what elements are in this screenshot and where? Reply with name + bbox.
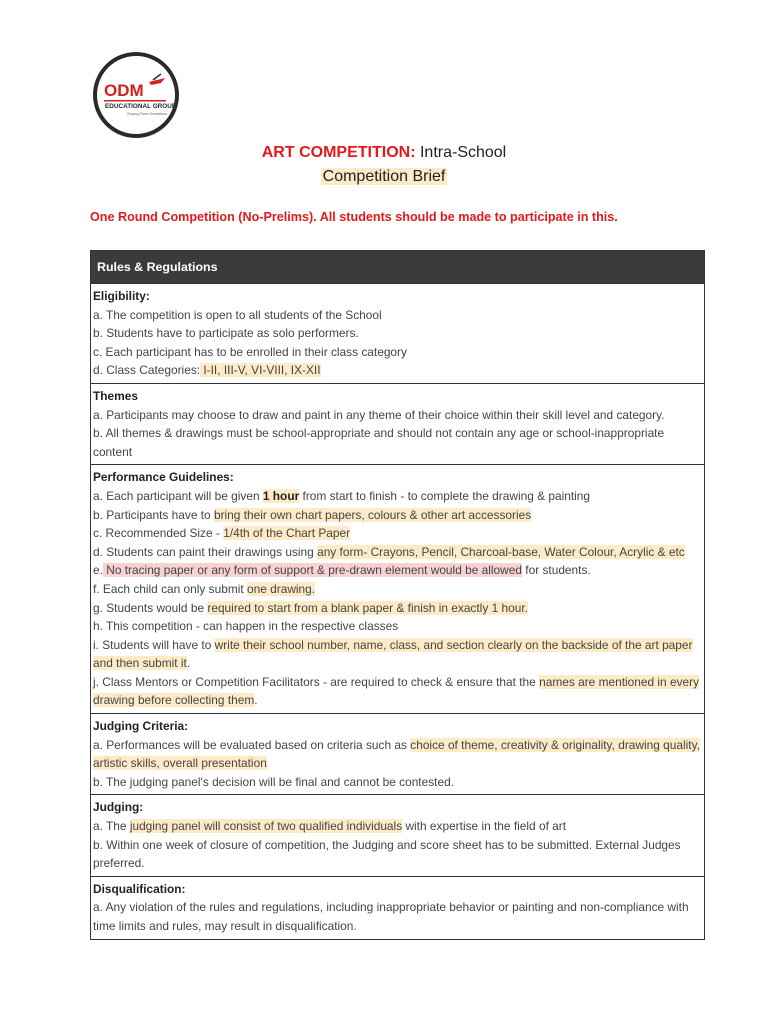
- list-item: b. Participants have to bring their own chart papers, colours & other art accessories: [93, 507, 532, 522]
- page-subtitle: [0, 168, 768, 186]
- list-item: b. All themes & drawings must be school-appropriate and should not contain any age or school-inappropriate content: [93, 426, 665, 459]
- themes-section: [91, 383, 704, 464]
- title-red: ART COMPETITION:: [261, 144, 416, 161]
- section-title: Judging:: [93, 800, 144, 815]
- section-title: Themes: [93, 388, 138, 403]
- list-item: e. No tracing paper or any form of support & pre-drawn element would be allowed for students.: [93, 563, 591, 578]
- list-item: c. Recommended Size - 1/4th of the Chart Paper: [93, 526, 351, 541]
- list-item: j. Class Mentors or Competition Facilitators - are required to check & ensure that the names are mentioned in every drawing before collecting them.: [93, 674, 700, 708]
- list-item: b. Students have to participate as solo performers.: [93, 326, 359, 341]
- list-item: a. Participants may choose to draw and paint in any theme of their choice within their skill level and category.: [93, 407, 665, 422]
- page-title: [0, 144, 768, 162]
- logo-brand: ODM: [104, 81, 144, 100]
- table-header: Rules & Regulations: [91, 251, 704, 283]
- judging-section: [91, 794, 704, 875]
- list-item: a. Performances will be evaluated based on criteria such as choice of theme, creativity & originality, drawing quality, artistic skills, overall presentation: [93, 737, 700, 771]
- list-item: d. Students can paint their drawings using any form- Crayons, Pencil, Charcoal-base, Water Colour, Acrylic & etc: [93, 544, 685, 559]
- list-item: d. Class Categories: I-II, III-V, VI-VIII, IX-XII: [93, 363, 321, 378]
- odm-logo: [91, 52, 181, 138]
- list-item: b. The judging panel's decision will be final and cannot be contested.: [93, 774, 454, 789]
- list-item: h. This competition - can happen in the respective classes: [93, 619, 399, 634]
- logo-tagline: Shaping Future Generations: [127, 112, 168, 116]
- list-item: c. Each participant has to be enrolled in their class category: [93, 344, 407, 359]
- section-title: Eligibility:: [93, 289, 150, 303]
- logo-subtitle: EDUCATIONAL GROUP: [105, 103, 177, 110]
- list-item: f. Each child can only submit one drawing.: [93, 581, 316, 596]
- list-item: a. Any violation of the rules and regulations, including inappropriate behavior or painting and non-compliance with time limits and rules, may result in disqualification.: [93, 900, 689, 933]
- rules-table: [90, 250, 705, 940]
- section-title: Judging Criteria:: [93, 719, 189, 734]
- performance-section: [91, 464, 704, 713]
- list-item: a. The competition is open to all students of the School: [93, 307, 382, 322]
- list-item: a. The judging panel will consist of two qualified individuals with expertise in the field of art: [93, 819, 567, 834]
- list-item: b. Within one week of closure of competition, the Judging and score sheet has to be submitted. External Judges preferred.: [93, 837, 681, 871]
- title-plain: Intra-School: [419, 144, 507, 161]
- list-item: g. Students would be required to start from a blank paper & finish in exactly 1 hour.: [93, 600, 528, 615]
- section-title: Disqualification:: [93, 881, 186, 896]
- eligibility-section: [91, 283, 704, 383]
- logo-emblem-icon: [91, 52, 181, 138]
- judging-criteria-section: [91, 713, 704, 794]
- list-item: i. Students will have to write their school number, name, class, and section clearly on the backside of the art paper and then submit it.: [93, 637, 693, 671]
- intro-notice: One Round Competition (No-Prelims). All students should be made to participate in this.: [90, 210, 618, 224]
- subtitle-text: Competition Brief: [322, 168, 446, 185]
- section-title: Performance Guidelines:: [93, 470, 234, 485]
- list-item: a. Each participant will be given 1 hour from start to finish - to complete the drawing & painting: [93, 488, 591, 503]
- disqualification-section: [91, 876, 704, 939]
